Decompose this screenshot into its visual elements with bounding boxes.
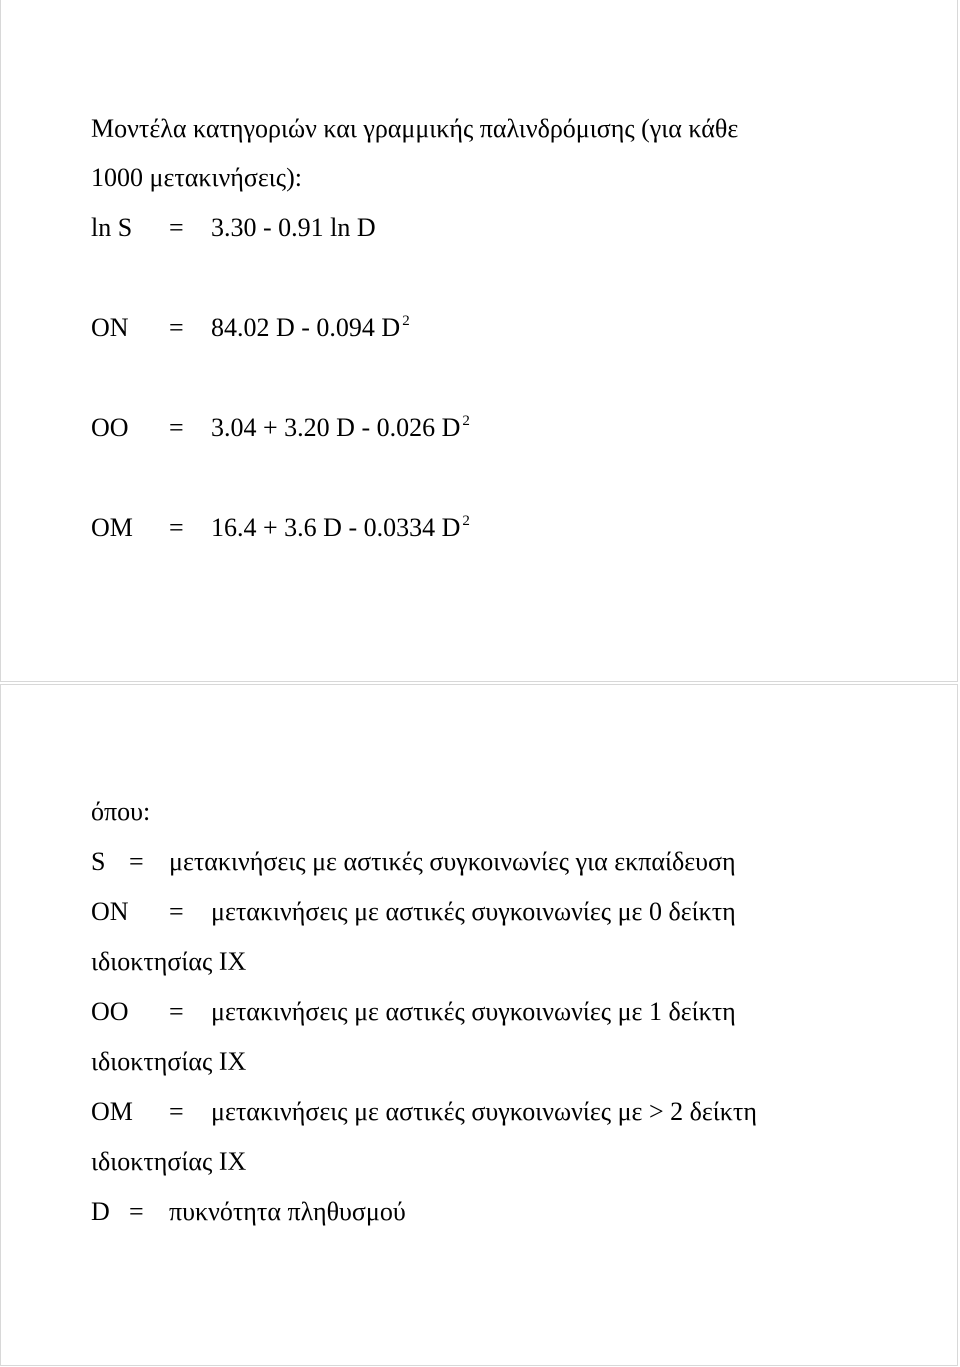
definition-symbol: OO [91,997,129,1026]
equation-lhs: ln S [91,213,133,242]
exponent: 2 [402,313,410,329]
equals-sign: = [169,213,184,242]
equals-sign: = [169,997,184,1026]
definition-text: πυκνότητα πληθυσμού [169,1197,406,1226]
definition-oo-continued: ιδιοκτησίας ΙΧ [91,1047,247,1076]
equation-rhs-text: 3.30 - 0.91 ln D [211,213,376,242]
equation-rhs-text: 84.02 D - 0.094 D [211,313,401,342]
equation-lhs: ON [91,313,129,342]
definition-text: μετακινήσεις με αστικές συγκοινωνίες με 0 δείκτη [211,897,736,926]
equation-rhs [211,213,376,243]
definition-text: μετακινήσεις με αστικές συγκοινωνίες για εκπαίδευση [169,847,736,876]
definition-symbol: D [91,1197,110,1226]
definition-om-continued: ιδιοκτησίας ΙΧ [91,1147,247,1176]
definition-symbol: S [91,847,106,876]
definition-text: μετακινήσεις με αστικές συγκοινωνίες με 1 δείκτη [211,997,736,1026]
equals-sign: = [169,513,184,542]
equation-rhs-text: 3.04 + 3.20 D - 0.026 D [211,413,461,442]
slide-page-1 [0,0,958,682]
equation-lhs: OO [91,413,129,442]
equation-oo [91,413,470,443]
definition-d [91,1197,406,1227]
equation-rhs-text: 16.4 + 3.6 D - 0.0334 D [211,513,461,542]
exponent: 2 [462,413,470,429]
equals-sign: = [129,847,144,876]
heading-line-2: 1000 μετακινήσεις): [91,163,302,192]
definition-text: μετακινήσεις με αστικές συγκοινωνίες με > 2 δείκτη [211,1097,757,1126]
definition-symbol: OM [91,1097,133,1126]
definition-symbol: ON [91,897,129,926]
equation-ln-s [91,213,376,243]
equals-sign: = [169,1097,184,1126]
equals-sign: = [169,313,184,342]
equals-sign: = [169,897,184,926]
equation-om [91,513,470,543]
definition-on [91,897,736,927]
equation-rhs [211,513,470,543]
slide-page-2 [0,684,958,1366]
equation-on [91,313,410,343]
equals-sign: = [169,413,184,442]
equation-lhs: OM [91,513,133,542]
definition-oo [91,997,736,1027]
exponent: 2 [462,513,470,529]
equation-rhs [211,313,410,343]
definition-om [91,1097,757,1127]
heading-line-1: Μοντέλα κατηγοριών και γραμμικής παλινδρόμισης (για κάθε [91,114,739,143]
definitions-intro: όπου: [91,797,151,826]
equals-sign: = [129,1197,144,1226]
equation-rhs [211,413,470,443]
definition-s [91,847,736,877]
definition-on-continued: ιδιοκτησίας ΙΧ [91,947,247,976]
